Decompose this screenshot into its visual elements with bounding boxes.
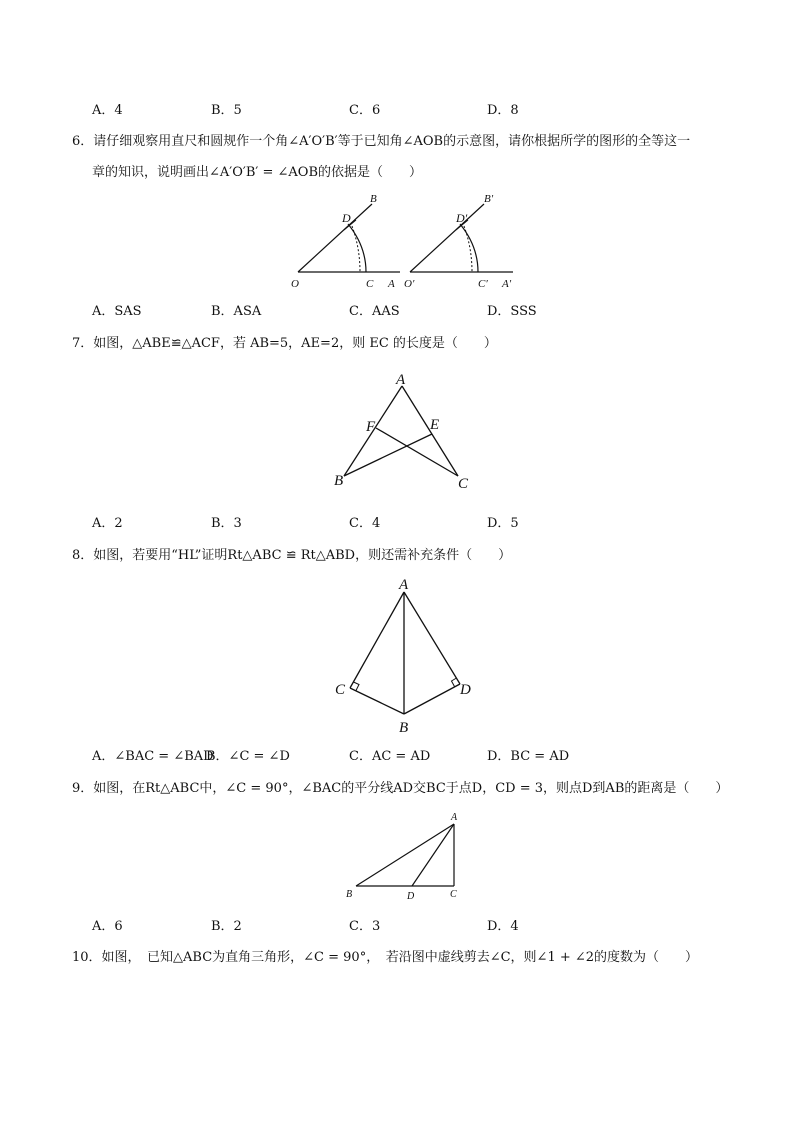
q8-label-b: B <box>399 720 409 736</box>
q9-option-d: D．4 <box>487 919 519 934</box>
q8-figure <box>330 572 480 737</box>
q6-label-a: A <box>388 278 395 290</box>
q7-label-c: C <box>458 476 469 492</box>
q6-option-b: B．ASA <box>211 304 262 319</box>
q7-option-c: C．4 <box>349 516 381 531</box>
q6-left-angle <box>291 193 400 290</box>
q6-option-d: D．SSS <box>487 304 537 319</box>
q6-option-c: C．AAS <box>349 304 400 319</box>
q7-text: 7．如图，△ABE≌△ACF，若 AB=5，AE=2，则 EC 的长度是（ ） <box>72 336 497 351</box>
q8-option-d: D．BC = AD <box>487 749 570 764</box>
q7-option-d: D．5 <box>487 516 519 531</box>
q5-option-b: B．5 <box>211 103 242 118</box>
q7-option-a: A．2 <box>92 516 123 531</box>
q5-option-a: A．4 <box>92 103 123 118</box>
q7-label-e: E <box>430 417 440 433</box>
q7-figure <box>330 368 480 498</box>
q5-option-c: C．6 <box>349 103 381 118</box>
q7-label-a: A <box>396 372 406 388</box>
q8-label-c: C <box>335 682 346 698</box>
q7-label-f: F <box>366 419 376 435</box>
q6-label-c: C <box>366 278 374 290</box>
q9-text: 9．如图，在Rt△ABC中，∠C = 90°，∠BAC的平分线AD交BC于点D，CD = 3，则点D到AB的距离是（ ） <box>72 781 729 796</box>
q8-option-b: B．∠C = ∠D <box>206 749 290 764</box>
q8-option-c: C．AC = AD <box>349 749 431 764</box>
q8-option-a: A．∠BAC = ∠BAD <box>92 749 214 764</box>
q6-label-c-prime: C′ <box>478 278 488 290</box>
q6-label-d: D <box>342 211 351 225</box>
q5-option-d: D．8 <box>487 103 519 118</box>
q6-label-b: B <box>370 193 377 205</box>
q6-option-a: A．SAS <box>92 304 142 319</box>
q8-text: 8．如图，若要用“HL”证明Rt△ABC ≌ Rt△ABD，则还需补充条件（ ） <box>72 548 512 563</box>
q9-label-a: A <box>451 812 458 823</box>
q9-label-b: B <box>346 889 353 900</box>
q6-text-line1: 6．请仔细观察用直尺和圆规作一个角∠A′O′B′等于已知角∠AOB的示意图，请你根据所学的图形的全等这一 <box>72 134 691 149</box>
q7-label-b: B <box>334 473 344 489</box>
q7-option-b: B．3 <box>211 516 242 531</box>
q6-label-a-prime: A′ <box>502 278 512 290</box>
q10-text: 10．如图， 已知△ABC为直角三角形，∠C = 90°， 若沿图中虚线剪去∠C，则∠1 + ∠2的度数为（ ） <box>72 950 699 965</box>
q9-label-c: C <box>450 889 457 900</box>
q6-figure <box>280 190 530 290</box>
q6-label-o: O <box>291 278 299 290</box>
q8-label-a: A <box>399 577 409 593</box>
q6-label-d-prime: D′ <box>456 211 468 225</box>
q8-label-d: D <box>460 682 471 698</box>
q6-label-b-prime: B′ <box>484 193 494 205</box>
q9-option-c: C．3 <box>349 919 381 934</box>
q6-right-angle <box>404 193 513 290</box>
q9-label-d: D <box>407 891 415 902</box>
q6-text-line2: 章的知识，说明画出∠A′O′B′ = ∠AOB的依据是（ ） <box>92 165 422 180</box>
q9-option-b: B．2 <box>211 919 242 934</box>
q6-label-o-prime: O′ <box>404 278 415 290</box>
q9-option-a: A．6 <box>92 919 123 934</box>
q9-figure <box>340 808 470 908</box>
